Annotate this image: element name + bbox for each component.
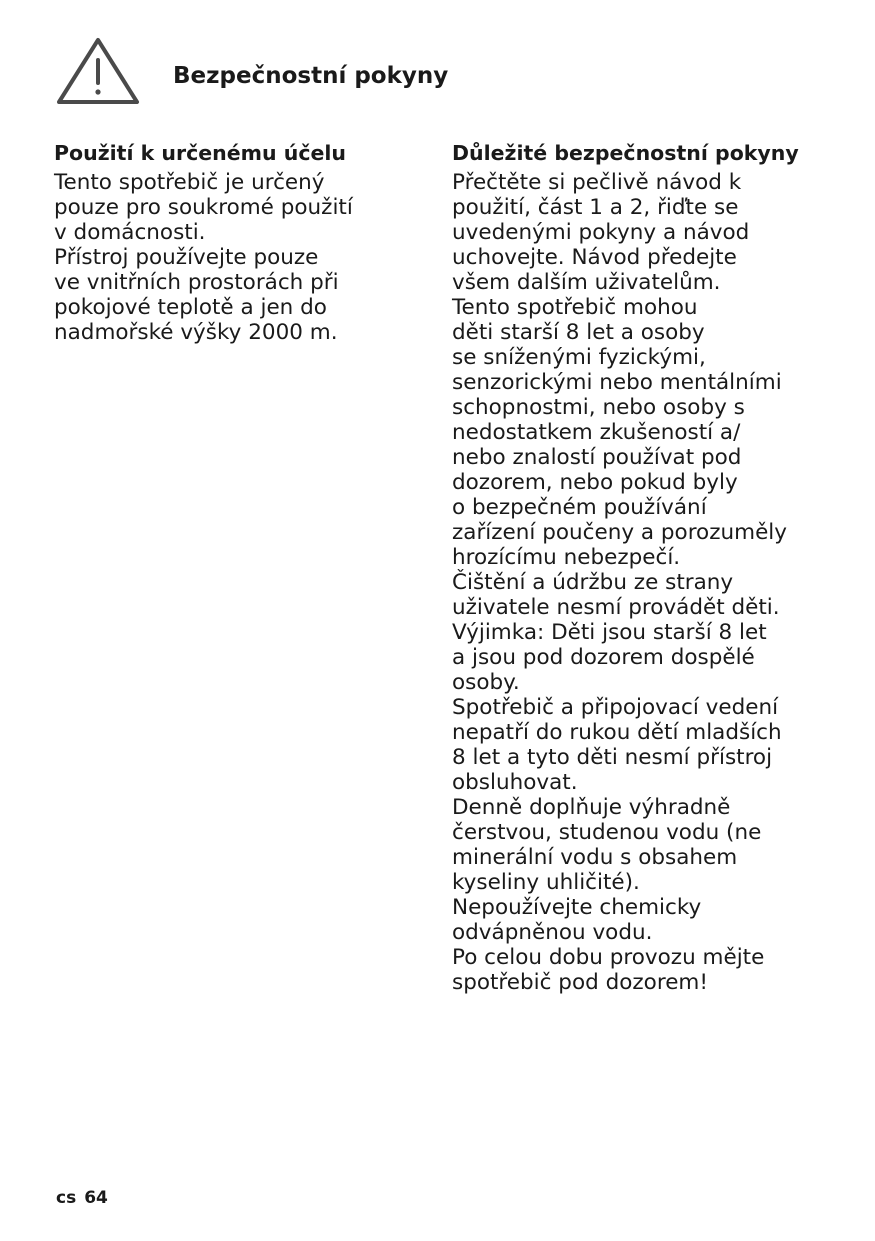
page-footer: [56, 1187, 108, 1209]
text-line: Po celou dobu provozu mějte: [452, 945, 765, 970]
text-line: všem dalším uživatelům.: [452, 270, 721, 295]
language-code: cs: [56, 1188, 77, 1208]
text-line: kyseliny uhličité).: [452, 870, 640, 895]
text-line: zařízení poučeny a porozuměly: [452, 520, 787, 545]
text-line: pokojové teplotě a jen do: [54, 295, 327, 320]
text-line: se sníženými fyzickými,: [452, 345, 706, 370]
intended-use-heading: Použití k určenému účelu: [54, 141, 347, 165]
text-line: Tento spotřebič je určený: [54, 170, 325, 195]
text-line: pouze pro soukromé použití: [54, 195, 353, 220]
text-line: děti starší 8 let a osoby: [452, 320, 705, 345]
text-line: a jsou pod dozorem dospělé: [452, 645, 755, 670]
warning-triangle-icon: [56, 36, 140, 106]
text-line: uvedenými pokyny a návod: [452, 220, 750, 245]
text-line: obsluhovat.: [452, 770, 578, 795]
intended-use-body: [54, 170, 414, 345]
important-safety-column: [452, 139, 832, 995]
text-line: Přístroj používejte pouze: [54, 245, 319, 270]
text-line: 8 let a tyto děti nesmí přístroj: [452, 745, 773, 770]
text-line: schopnostmi, nebo osoby s: [452, 395, 745, 420]
page-number: 64: [84, 1188, 108, 1208]
text-line: minerální vodu s obsahem: [452, 845, 738, 870]
text-line: Čištění a údržbu ze strany: [452, 570, 734, 595]
text-line: ve vnitřních prostorách při: [54, 270, 339, 295]
text-line: Přečtěte si pečlivě návod k: [452, 170, 742, 195]
text-line: Spotřebič a připojovací vedení: [452, 695, 779, 720]
text-line: Nepoužívejte chemicky: [452, 895, 702, 920]
text-line: hrozícímu nebezpečí.: [452, 545, 681, 570]
text-line: nepatří do rukou dětí mladších: [452, 720, 782, 745]
text-line: dozorem, nebo pokud byly: [452, 470, 738, 495]
text-line: použití, část 1 a 2, řiďte se: [452, 195, 739, 220]
text-line: v domácnosti.: [54, 220, 206, 245]
text-line: senzorickými nebo mentálními: [452, 370, 782, 395]
important-safety-heading: Důležité bezpečnostní pokyny: [452, 141, 799, 165]
text-line: odvápněnou vodu.: [452, 920, 653, 945]
text-line: nadmořské výšky 2000 m.: [54, 320, 338, 345]
text-line: osoby.: [452, 670, 520, 695]
text-line: Výjimka: Děti jsou starší 8 let: [452, 620, 767, 645]
text-line: Tento spotřebič mohou: [452, 295, 698, 320]
text-line: Denně doplňuje výhradně: [452, 795, 731, 820]
text-line: čerstvou, studenou vodu (ne: [452, 820, 762, 845]
important-safety-body: [452, 170, 832, 995]
text-line: spotřebič pod dozorem!: [452, 970, 708, 995]
section-title: Bezpečnostní pokyny: [173, 63, 449, 89]
text-line: uchovejte. Návod předejte: [452, 245, 737, 270]
text-line: nedostatkem zkušeností a/: [452, 420, 741, 445]
text-line: nebo znalostí používat pod: [452, 445, 742, 470]
text-line: o bezpečném používání: [452, 495, 707, 520]
text-line: uživatele nesmí provádět děti.: [452, 595, 780, 620]
intended-use-column: [54, 139, 414, 345]
